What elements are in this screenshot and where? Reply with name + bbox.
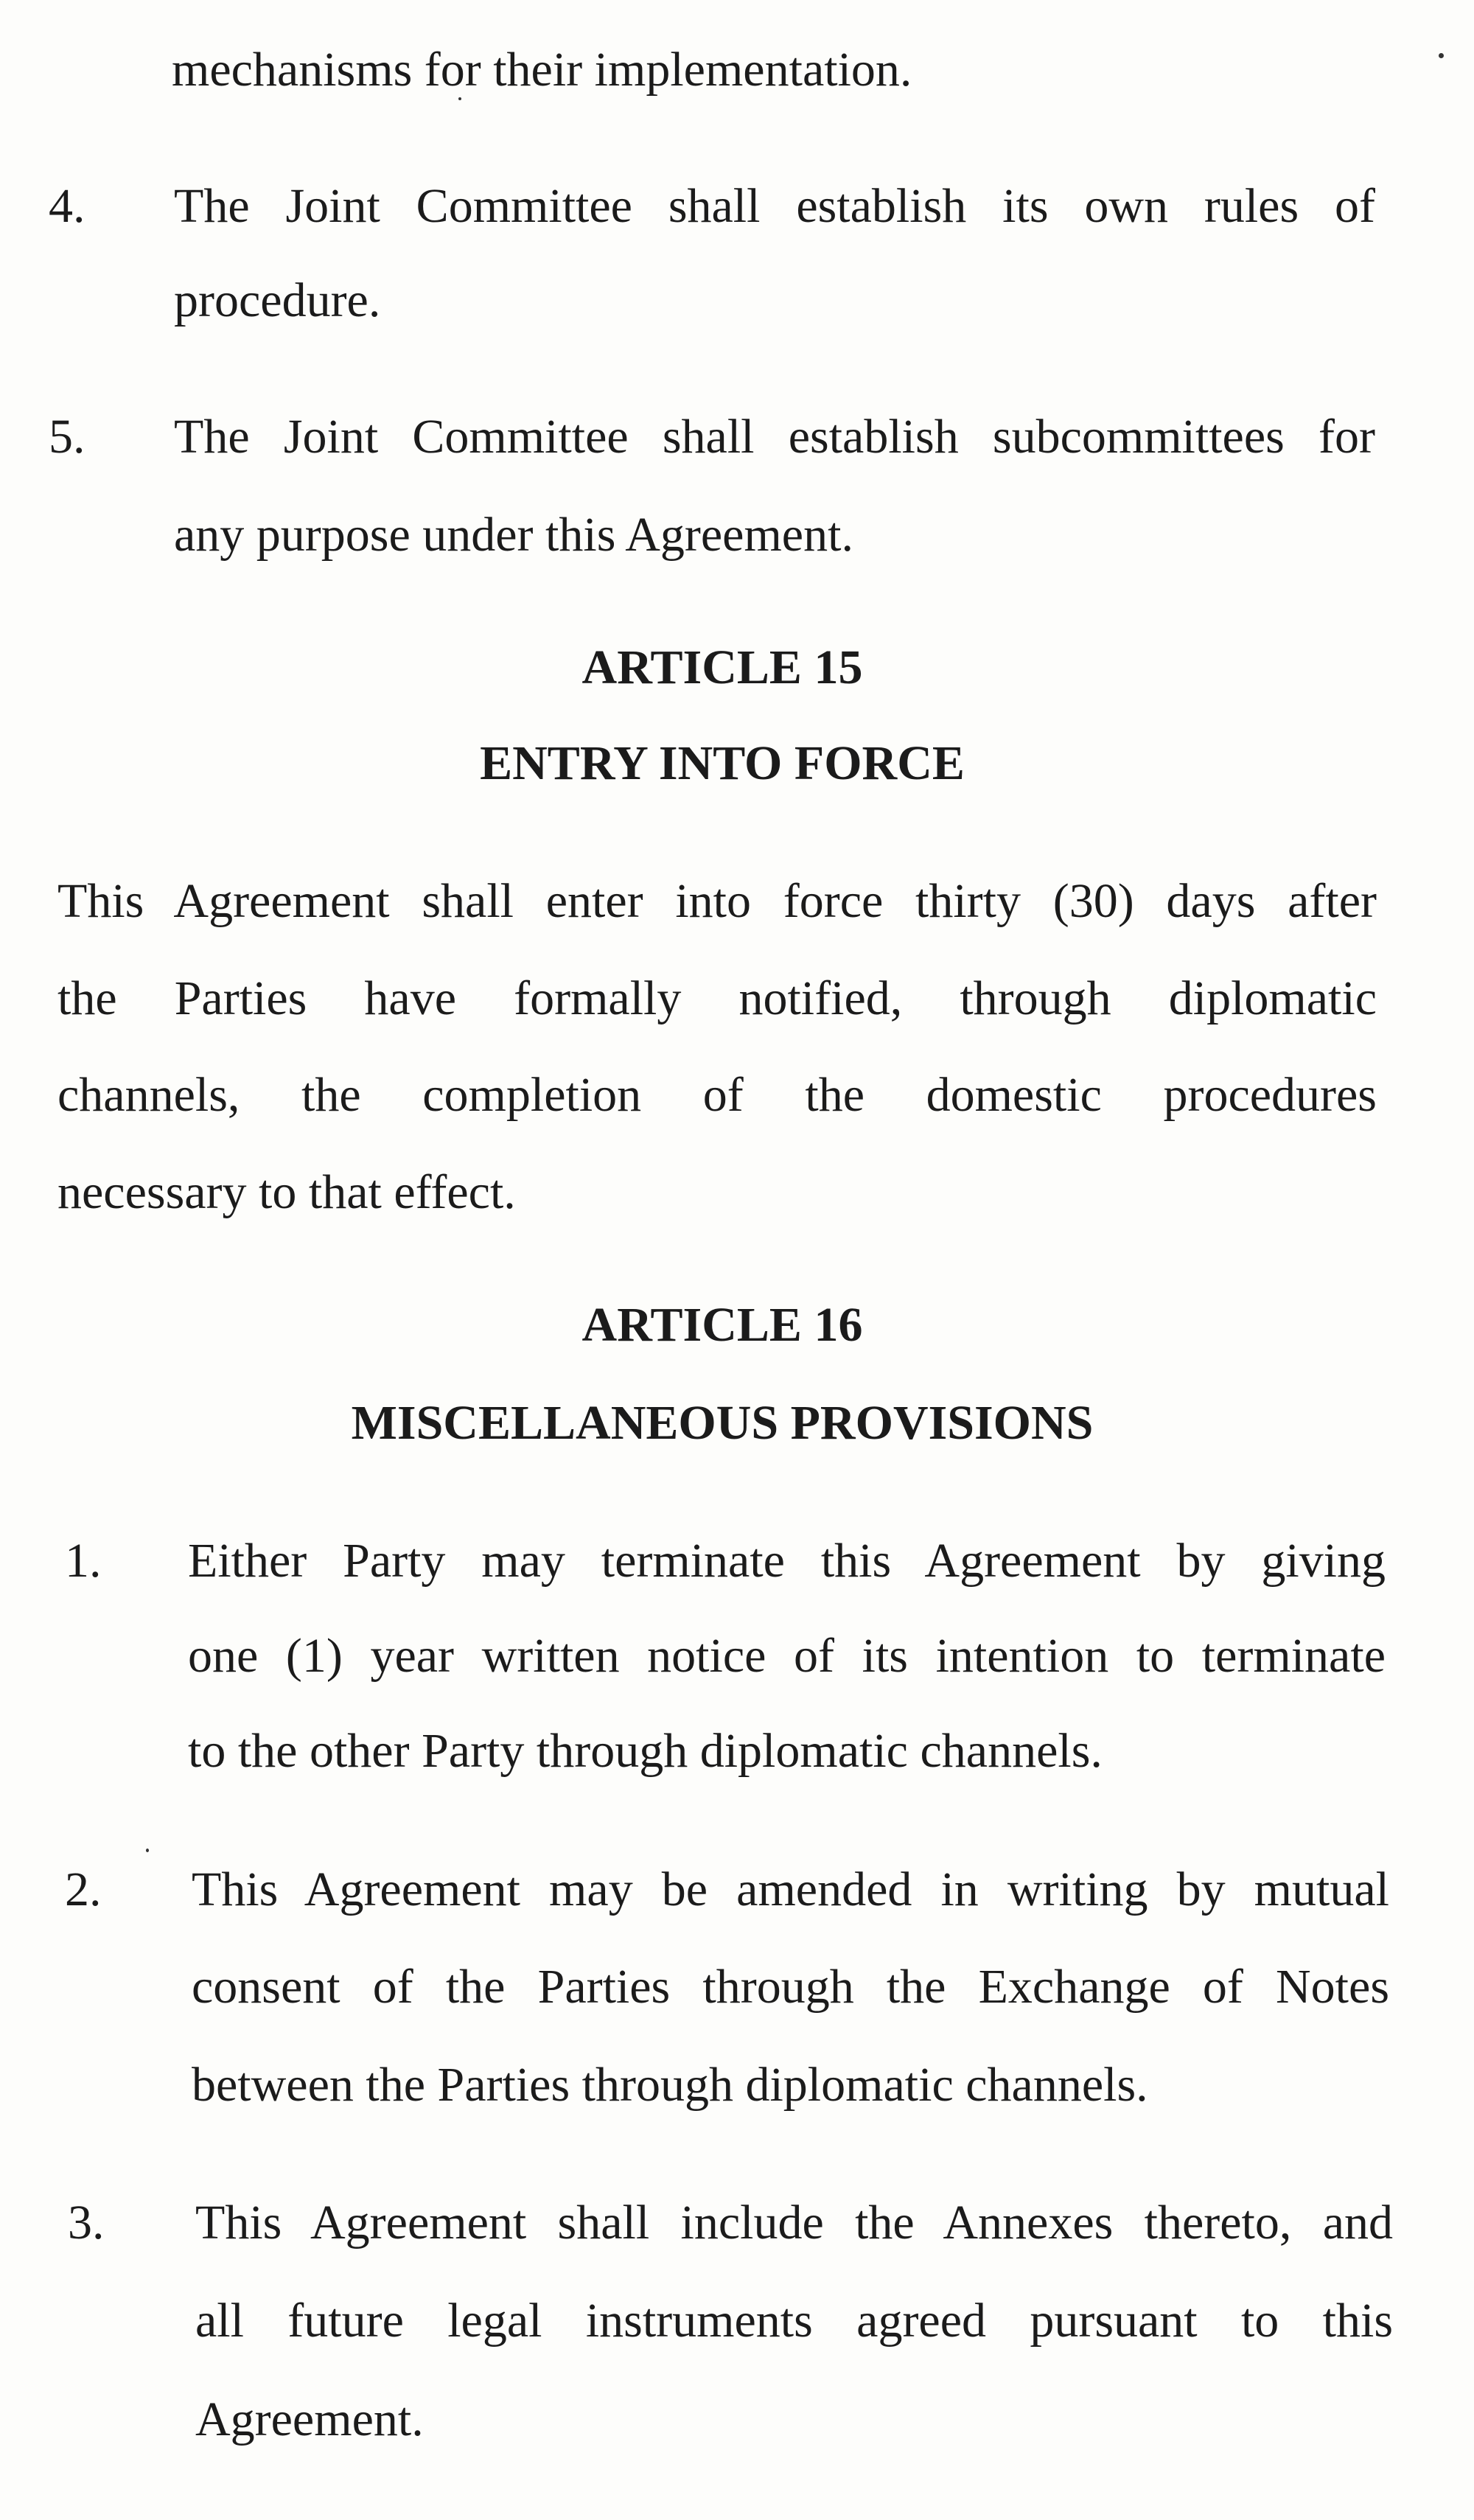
- art16-item-3-number: 3.: [68, 2196, 105, 2249]
- art16-item-2-line-3: between the Parties through diplomatic channels.: [192, 2058, 1148, 2112]
- art16-item-2-line-1: This Agreement may be amended in writing by mutual: [192, 1863, 1389, 1916]
- art16-item-3-line-1: This Agreement shall include the Annexes thereto, and: [195, 2196, 1393, 2249]
- scan-speck: [458, 97, 461, 100]
- art16-item-1-line-3: to the other Party through diplomatic channels.: [188, 1724, 1103, 1778]
- art16-item-3-line-2: all future legal instruments agreed pursuant to this: [195, 2294, 1393, 2348]
- art16-item-2-number: 2.: [65, 1863, 102, 1916]
- article-15-line-1: This Agreement shall enter into force thirty (30) days after: [57, 874, 1377, 928]
- article-16-number: ARTICLE 16: [581, 1298, 863, 1352]
- item-4-number: 4.: [49, 179, 85, 233]
- article-15-line-3: channels, the completion of the domestic procedures: [57, 1068, 1377, 1122]
- item-4-line-2: procedure.: [174, 273, 381, 327]
- article-15-title: ENTRY INTO FORCE: [480, 736, 965, 790]
- article-15-line-4: necessary to that effect.: [57, 1165, 516, 1219]
- art16-item-1-line-2: one (1) year written notice of its intention to terminate: [188, 1629, 1386, 1683]
- continuation-line: mechanisms for their implementation.: [172, 43, 912, 97]
- scan-speck: [1439, 53, 1444, 58]
- item-4-line-1: The Joint Committee shall establish its own rules of: [174, 179, 1375, 233]
- article-16-title: MISCELLANEOUS PROVISIONS: [351, 1396, 1094, 1450]
- art16-item-3-line-3: Agreement.: [195, 2392, 424, 2446]
- art16-item-2-line-2: consent of the Parties through the Exchange of Notes: [192, 1960, 1389, 2014]
- art16-item-1-line-1: Either Party may terminate this Agreement by giving: [188, 1534, 1386, 1588]
- item-5-number: 5.: [49, 410, 85, 464]
- article-15-number: ARTICLE 15: [581, 641, 863, 694]
- item-5-line-1: The Joint Committee shall establish subcommittees for: [174, 410, 1375, 464]
- scan-speck: [146, 1849, 149, 1852]
- art16-item-1-number: 1.: [65, 1534, 102, 1588]
- article-15-line-2: the Parties have formally notified, through diplomatic: [57, 971, 1377, 1025]
- item-5-line-2: any purpose under this Agreement.: [174, 508, 853, 562]
